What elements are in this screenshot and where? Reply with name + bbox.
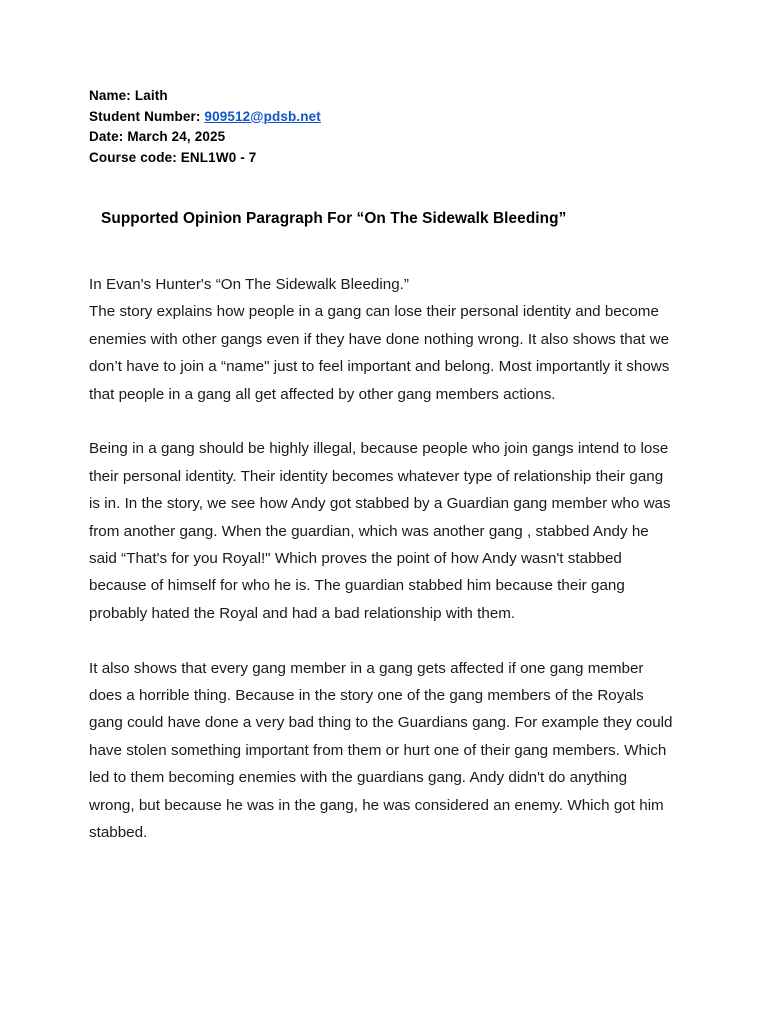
date-label: Date:	[89, 129, 124, 144]
name-line	[89, 86, 673, 107]
date-value: March 24, 2025	[127, 129, 226, 144]
paragraph-2: Being in a gang should be highly illegal, because people who join gangs intend to lose their personal identity. Their identity becomes whatever type of relationship their gang is in. In the story, we see how Andy got stabbed by a Guardian gang member who was from another gang. When the guardian, which was another gang , stabbed Andy he said “That's for you Royal!" Which proves the point of how Andy wasn't stabbed because of himself for who he is. The guardian stabbed him because their gang probably hated the Royal and had a bad relationship with them.	[89, 440, 671, 622]
name-value: Laith	[134, 88, 168, 103]
student-email-link[interactable]: 909512@pdsb.net	[204, 108, 321, 124]
course-code-line	[89, 148, 673, 169]
student-number-line	[89, 107, 673, 128]
essay-paragraphs	[89, 271, 673, 847]
paragraph-3: It also shows that every gang member in a gang gets affected if one gang member does a horrible thing. Because in the story one of the gang members of the Royals gang could have done a very bad thing to the Guardians gang. For example they could have stolen something important from them or hurt one of their gang members. Which led to them becoming enemies with the guardians gang. Andy didn't do anything wrong, but because he was in the gang, he was considered an enemy. Which got him stabbed.	[89, 659, 673, 842]
course-code-label: Course code:	[89, 149, 177, 165]
course-code-value: ENL1W0 - 7	[180, 149, 257, 165]
student-number-label: Student Number:	[89, 108, 201, 124]
document-body	[89, 86, 673, 847]
date-line	[89, 127, 673, 148]
name-label: Name:	[89, 88, 131, 103]
student-info-block	[89, 86, 673, 168]
paragraph-1: In Evan's Hunter's “On The Sidewalk Bleeding.” The story explains how people in a gang can lose their personal identity and become enemies with other gangs even if they have done nothing wrong. It also shows that we don’t have to join a “name" just to feel important and belong. Most importantly it shows that people in a gang all get affected by other gang members actions.	[89, 276, 670, 403]
page-title: Supported Opinion Paragraph For “On The Sidewalk Bleeding”	[101, 210, 567, 227]
